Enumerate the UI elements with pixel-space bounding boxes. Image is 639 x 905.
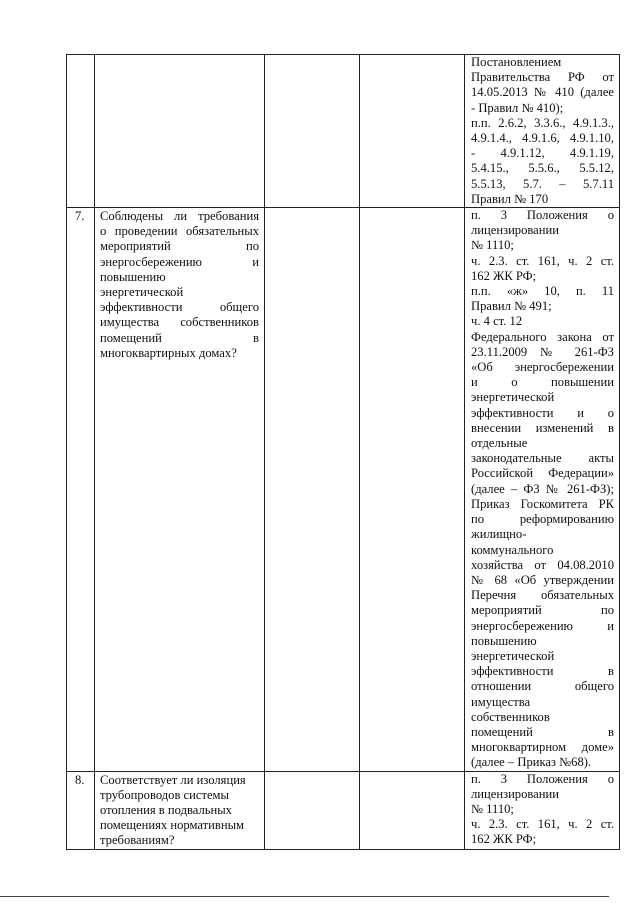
- text-line: хозяйства от 04.08.2010: [471, 557, 614, 572]
- text-line: отношении общего: [471, 679, 614, 694]
- text-line: повышению: [100, 269, 166, 284]
- text-line: № 1110;: [471, 801, 514, 816]
- empty-cell: [360, 208, 465, 772]
- text-line: эффективности в: [471, 664, 614, 679]
- text-line: мероприятий по: [100, 239, 259, 254]
- empty-cell: [265, 208, 360, 772]
- text-line: собственников: [471, 709, 550, 724]
- text-line: требованиям?: [100, 833, 175, 848]
- text-line: ч. 2.3. ст. 161, ч. 2 ст.: [471, 253, 614, 268]
- text-line: повышению: [471, 633, 537, 648]
- text-line: п.п. 2.6.2, 3.3.6., 4.9.1.3.,: [471, 115, 614, 130]
- text-line: № 1110;: [471, 238, 514, 253]
- text-line: многоквартирном доме»: [471, 740, 614, 755]
- text-line: Соблюдены ли требования: [100, 209, 259, 224]
- text-line: имущества: [471, 694, 531, 709]
- text-line: коммунального: [471, 542, 554, 557]
- table-row: [67, 771, 620, 849]
- text-line: 14.05.2013 № 410 (далее: [471, 85, 614, 100]
- text-line: п. 3 Положения о: [471, 771, 614, 786]
- row-number-cell: 8.: [67, 771, 95, 849]
- text-line: энергосбережению и: [471, 618, 614, 633]
- text-line: Приказ Госкомитета РК: [471, 496, 614, 511]
- question-cell: [95, 771, 265, 849]
- text-line: лицензировании: [471, 786, 559, 801]
- text-line: лицензировании: [471, 223, 559, 238]
- footer-rule: [0, 896, 609, 897]
- text-line: помещений в: [100, 330, 259, 345]
- text-line: законодательные акты: [471, 451, 614, 466]
- table-row: [67, 55, 620, 208]
- row-number-cell: 7.: [67, 208, 95, 772]
- text-line: энергетической: [471, 648, 555, 663]
- text-line: жилищно-: [471, 527, 527, 542]
- text-line: - Правил № 410);: [471, 100, 564, 115]
- text-line: (далее – Приказ №68).: [471, 755, 592, 770]
- text-line: по реформированию: [471, 512, 614, 527]
- legal-reference-cell: [465, 55, 620, 208]
- text-line: помещений в: [471, 724, 614, 739]
- text-line: 5.4.15., 5.5.6., 5.5.12,: [471, 161, 614, 176]
- text-line: трубопроводов системы: [100, 787, 229, 802]
- text-line: - 4.9.1.12, 4.9.1.19,: [471, 146, 614, 161]
- text-line: энергетической: [100, 285, 184, 300]
- text-line: Перечня обязательных: [471, 588, 614, 603]
- text-line: Правил № 170: [471, 191, 549, 206]
- text-line: энергетической: [471, 390, 555, 405]
- row-number-cell: [67, 55, 95, 208]
- text-line: эффективности общего: [100, 300, 259, 315]
- empty-cell: [360, 55, 465, 208]
- text-line: п.п. «ж» 10, п. 11: [471, 284, 614, 299]
- text-line: отдельные: [471, 436, 528, 451]
- text-line: ч. 2.3. ст. 161, ч. 2 ст.: [471, 817, 614, 832]
- text-line: № 68 «Об утверждении: [471, 572, 614, 587]
- text-line: Федерального закона от: [471, 329, 614, 344]
- text-line: п. 3 Положения о: [471, 208, 614, 223]
- text-line: 4.9.1.4., 4.9.1.6, 4.9.1.10,: [471, 131, 614, 146]
- text-line: ч. 4 ст. 12: [471, 314, 523, 329]
- text-line: эффективности и о: [471, 405, 614, 420]
- text-line: помещениях нормативным: [100, 818, 245, 833]
- text-line: Российской Федерации»: [471, 466, 614, 481]
- text-line: мероприятий по: [471, 603, 614, 618]
- checklist-table: [66, 54, 620, 850]
- text-line: 162 ЖК РФ;: [471, 268, 537, 283]
- empty-cell: [265, 771, 360, 849]
- text-line: (далее – ФЗ № 261-ФЗ);: [471, 481, 614, 496]
- table-row: [67, 208, 620, 772]
- text-line: 5.5.13, 5.7. – 5.7.11: [471, 176, 614, 191]
- text-line: многоквартирных домах?: [100, 345, 237, 360]
- empty-cell: [360, 771, 465, 849]
- legal-reference-cell: [465, 771, 620, 849]
- text-line: о проведении обязательных: [100, 224, 259, 239]
- text-line: 23.11.2009 № 261-ФЗ: [471, 344, 614, 359]
- text-line: и о повышении: [471, 375, 614, 390]
- empty-cell: [265, 55, 360, 208]
- text-line: энергосбережению и: [100, 254, 259, 269]
- question-cell: [95, 55, 265, 208]
- text-line: Соответствует ли изоляция: [100, 772, 246, 787]
- text-line: Правил № 491;: [471, 299, 552, 314]
- legal-reference-cell: [465, 208, 620, 772]
- text-line: внесении изменений в: [471, 420, 614, 435]
- text-line: Постановлением: [471, 55, 562, 69]
- text-line: «Об энергосбережении: [471, 360, 614, 375]
- question-cell: [95, 208, 265, 772]
- text-line: Правительства РФ от: [471, 70, 614, 85]
- text-line: имущества собственников: [100, 315, 259, 330]
- text-line: 162 ЖК РФ;: [471, 832, 537, 847]
- text-line: отопления в подвальных: [100, 802, 232, 817]
